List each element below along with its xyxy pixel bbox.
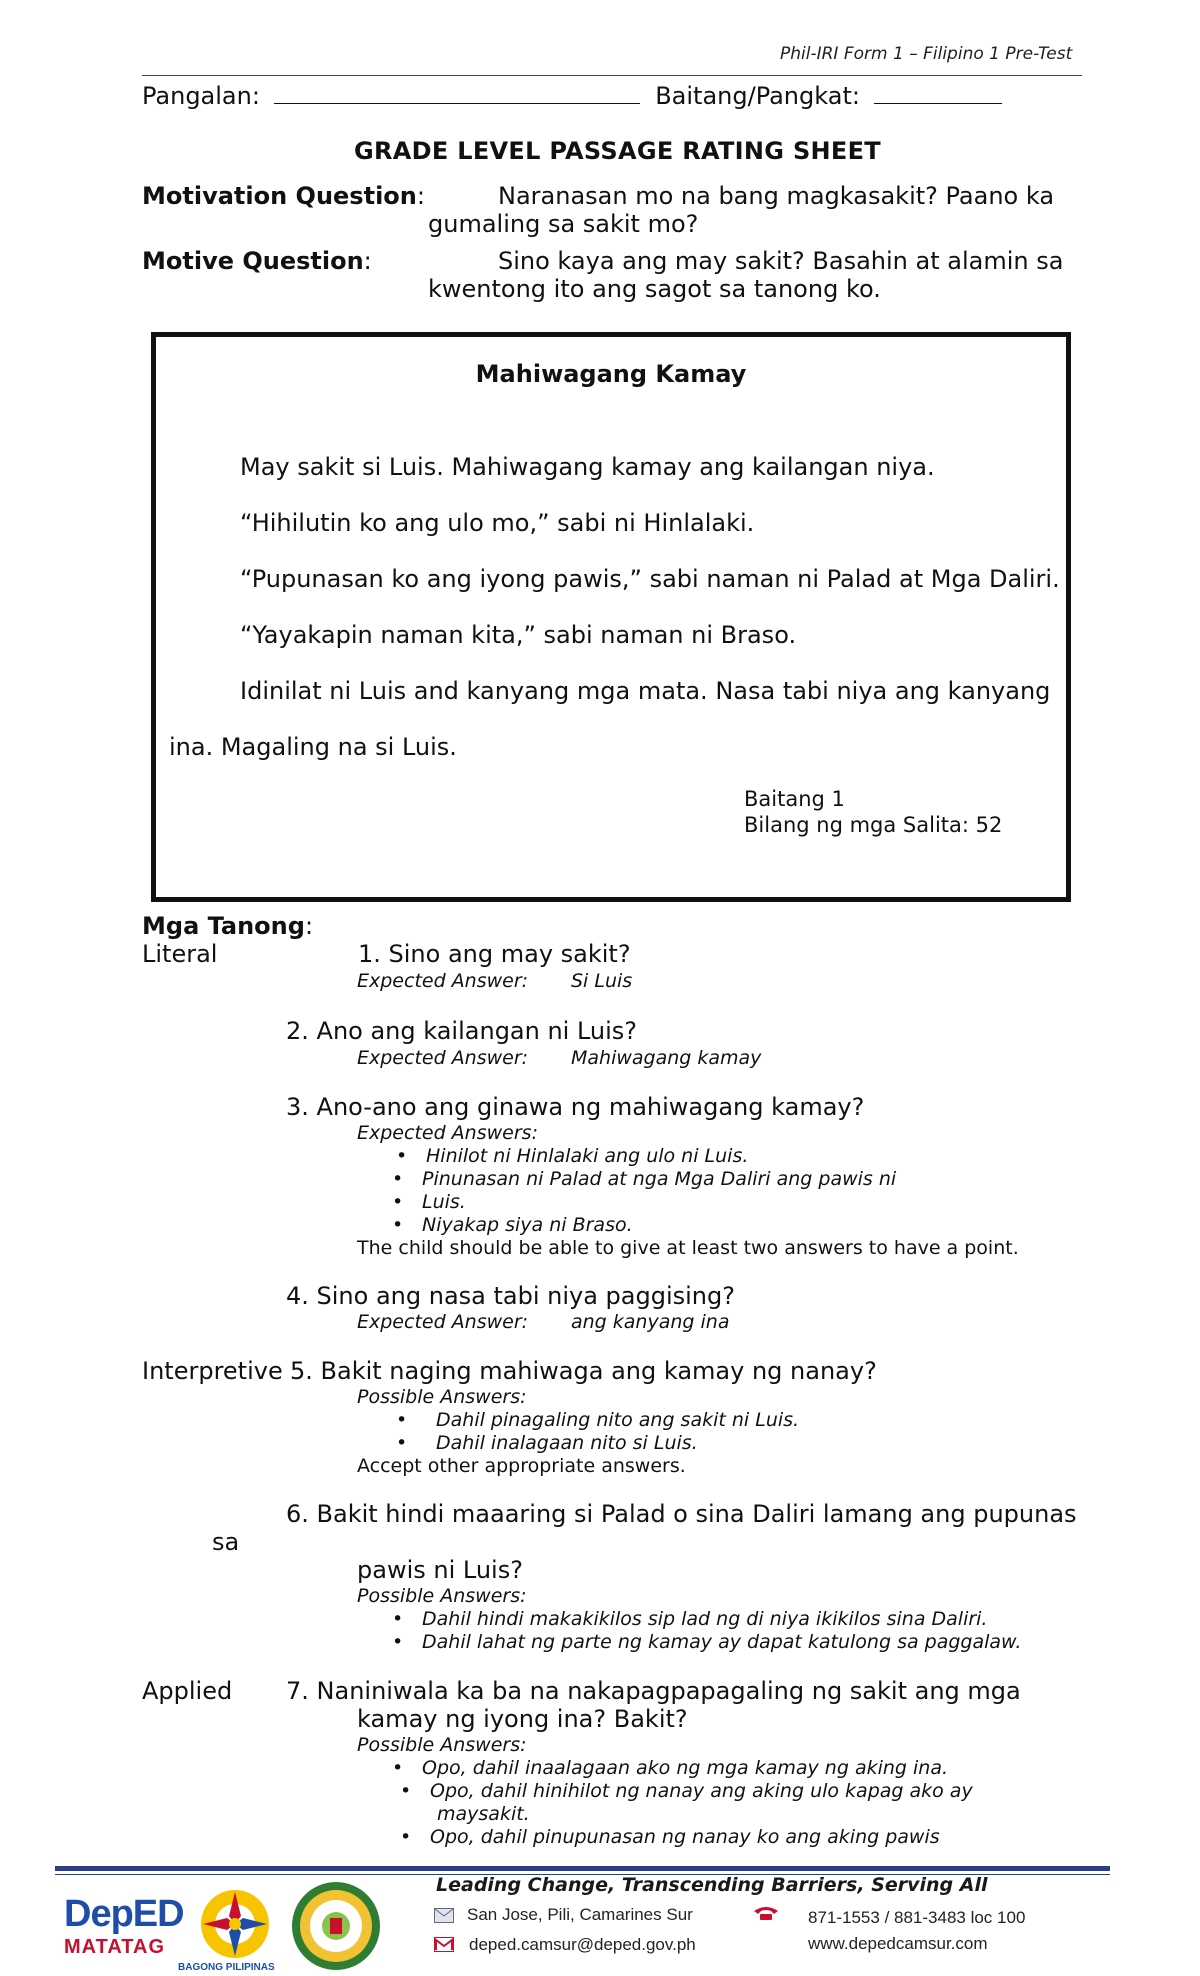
- footer-email[interactable]: deped.camsur@deped.gov.ph: [469, 1935, 696, 1954]
- footer-phone: 871-1553 / 881-3483 loc 100: [808, 1908, 1026, 1927]
- motivation-label-row: [142, 182, 425, 210]
- passage-line: “Pupunasan ko ang iyong pawis,” sabi naman ni Palad at Mga Daliri.: [240, 565, 1060, 593]
- bullet-icon: •: [392, 1757, 404, 1779]
- bullet-text: Dahil hindi makakikilos sip lad ng di niya ikikilos sina Daliri.: [422, 1608, 988, 1630]
- bullet-item: [392, 1191, 466, 1213]
- question-7-line-1: 7. Naniniwala ka ba na nakapagpapagaling ng sakit ang mga: [286, 1677, 1021, 1705]
- footer-website[interactable]: www.depedcamsur.com: [808, 1934, 988, 1953]
- expected-answers-3-label: Expected Answers:: [357, 1122, 538, 1144]
- bagong-pilipinas-logo: [192, 1884, 278, 1974]
- passage-line: ina. Magaling na si Luis.: [169, 733, 457, 761]
- bullet-text: Dahil inalagaan nito si Luis.: [436, 1432, 698, 1454]
- bullet-item: [396, 1432, 698, 1454]
- bullet-icon: •: [400, 1826, 412, 1848]
- deped-wordmark: DepED: [64, 1893, 184, 1935]
- passage-line: “Yayakapin naman kita,” sabi naman ni Braso.: [240, 621, 797, 649]
- form-label: Phil-IRI Form 1 – Filipino 1 Pre-Test: [780, 44, 1073, 64]
- email-icon: [434, 1937, 454, 1956]
- bullet-text: Opo, dahil hinihilot ng nanay ang aking ulo kapag ako ay: [430, 1780, 973, 1802]
- questions-title-text: Mga Tanong: [142, 912, 305, 940]
- question-5: 5. Bakit naging mahiwaga ang kamay ng nanay?: [290, 1357, 877, 1385]
- division-seal-logo: [290, 1880, 382, 1972]
- bullet-icon: •: [392, 1631, 404, 1653]
- colon: :: [304, 912, 314, 940]
- motivation-line-1: Naranasan mo na bang magkasakit? Paano ka: [498, 182, 1055, 210]
- question-2: 2. Ano ang kailangan ni Luis?: [286, 1017, 638, 1045]
- passage-line: “Hihilutin ko ang ulo mo,” sabi ni Hinlalaki.: [240, 509, 755, 537]
- phone-icon: [752, 1905, 780, 1925]
- question-6-line-1: 6. Bakit hindi maaaring si Palad o sina Daliri lamang ang pupunas: [286, 1500, 1077, 1528]
- passage-grade: Baitang 1: [744, 787, 845, 811]
- question-6-line-2: pawis ni Luis?: [357, 1556, 523, 1584]
- expected-answer-1: [357, 970, 633, 992]
- motive-label: Motive Question: [142, 247, 364, 275]
- passage-line: Idinilat ni Luis and kanyang mga mata. Nasa tabi niya ang kanyang: [240, 677, 1051, 705]
- expected-answer-4: [357, 1311, 730, 1333]
- bullet-icon: •: [396, 1145, 408, 1167]
- bullet-text: Pinunasan ni Palad at nga Mga Daliri ang pawis ni: [422, 1168, 897, 1190]
- footer-slogan: Leading Change, Transcending Barriers, Serving All: [436, 1874, 988, 1896]
- header-divider: [142, 75, 1082, 76]
- motive-label-row: [142, 247, 372, 275]
- name-label: Pangalan:: [142, 82, 260, 110]
- bullet-text: Dahil lahat ng parte ng kamay ay dapat katulong sa paggalaw.: [422, 1631, 1022, 1653]
- footer-divider: [55, 1866, 1110, 1871]
- name-field[interactable]: [274, 83, 640, 104]
- colon: :: [416, 182, 425, 210]
- possible-answers-7-label: Possible Answers:: [357, 1734, 527, 1756]
- question-4: 4. Sino ang nasa tabi niya paggising?: [286, 1282, 735, 1310]
- grade-section-label: Baitang/Pangkat:: [655, 82, 860, 110]
- ea-value: Si Luis: [571, 970, 633, 992]
- name-row: [142, 82, 1002, 110]
- motivation-line-2: gumaling sa sakit mo?: [428, 210, 699, 238]
- bullet-icon: •: [396, 1409, 408, 1431]
- bullet-icon: •: [392, 1191, 404, 1213]
- level-interpretive: Interpretive: [142, 1357, 283, 1385]
- bullet-text: Dahil pinagaling nito ang sakit ni Luis.: [436, 1409, 800, 1431]
- bullet-text: Luis.: [422, 1191, 466, 1213]
- motivation-label: Motivation Question: [142, 182, 417, 210]
- bullet-icon: •: [392, 1168, 404, 1190]
- mail-icon: [434, 1908, 454, 1927]
- expected-answer-2: [357, 1047, 762, 1069]
- passage-title: Mahiwagang Kamay: [475, 360, 747, 388]
- colon: :: [363, 247, 372, 275]
- motive-question: [428, 247, 1063, 303]
- passage-word-count: Bilang ng mga Salita: 52: [744, 813, 1003, 837]
- question-1: 1. Sino ang may sakit?: [358, 940, 631, 968]
- ea-value: Mahiwagang kamay: [571, 1047, 762, 1069]
- level-applied: Applied: [142, 1677, 233, 1705]
- passage-line: May sakit si Luis. Mahiwagang kamay ang kailangan niya.: [240, 453, 935, 481]
- bullet-item: [392, 1168, 896, 1190]
- bagong-pilipinas-text: BAGONG PILIPINAS: [178, 1962, 275, 1973]
- possible-answers-6-label: Possible Answers:: [357, 1585, 527, 1607]
- motivation-question: [428, 182, 1054, 238]
- motive-line-1: Sino kaya ang may sakit? Basahin at alamin sa: [498, 247, 1064, 275]
- question-3: 3. Ano-ano ang ginawa ng mahiwagang kamay?: [286, 1093, 865, 1121]
- bullet-text: Opo, dahil pinupunasan ng nanay ko ang aking pawis: [430, 1826, 940, 1848]
- bullet-icon: •: [392, 1608, 404, 1630]
- matatag-wordmark: MATATAG: [64, 1936, 166, 1958]
- bullet-text: Niyakap siya ni Braso.: [422, 1214, 633, 1236]
- motive-line-2: kwentong ito ang sagot sa tanong ko.: [428, 275, 881, 303]
- bullet-item: [392, 1214, 633, 1236]
- questions-title: [142, 912, 313, 940]
- question-6-wrap: sa: [212, 1528, 240, 1556]
- bullet-text: Hinilot ni Hinlalaki ang ulo ni Luis.: [426, 1145, 749, 1167]
- bullet-item: [400, 1780, 973, 1802]
- bullet-item: [392, 1757, 948, 1779]
- possible-answers-5-label: Possible Answers:: [357, 1386, 527, 1408]
- question-7-line-2: kamay ng iyong ina? Bakit?: [357, 1705, 688, 1733]
- bullet-item: [396, 1145, 748, 1167]
- bullet-text: Opo, dahil inaalagaan ako ng mga kamay ng aking ina.: [422, 1757, 949, 1779]
- bullet-item: [396, 1409, 799, 1431]
- q5-note: Accept other appropriate answers.: [357, 1455, 686, 1477]
- ea-value: ang kanyang ina: [571, 1311, 730, 1333]
- grade-section-field[interactable]: [874, 83, 1002, 104]
- q3-note: The child should be able to give at least two answers to have a point.: [357, 1237, 1019, 1259]
- ea-label: Expected Answer:: [357, 1311, 529, 1333]
- level-literal: Literal: [142, 940, 218, 968]
- bullet-item: [400, 1826, 940, 1848]
- bullet-icon: •: [400, 1780, 412, 1802]
- bullet-item: [392, 1608, 987, 1630]
- bullet-icon: •: [396, 1432, 408, 1454]
- ea-label: Expected Answer:: [357, 970, 529, 992]
- deped-logo: [64, 1893, 184, 1961]
- footer-address: San Jose, Pili, Camarines Sur: [467, 1905, 693, 1924]
- bullet-icon: •: [392, 1214, 404, 1236]
- page-title: GRADE LEVEL PASSAGE RATING SHEET: [354, 137, 881, 165]
- bullet-item: [392, 1631, 1021, 1653]
- passage-grade-info: [744, 786, 1002, 838]
- ea-label: Expected Answer:: [357, 1047, 529, 1069]
- bullet-text-continued: maysakit.: [437, 1803, 530, 1825]
